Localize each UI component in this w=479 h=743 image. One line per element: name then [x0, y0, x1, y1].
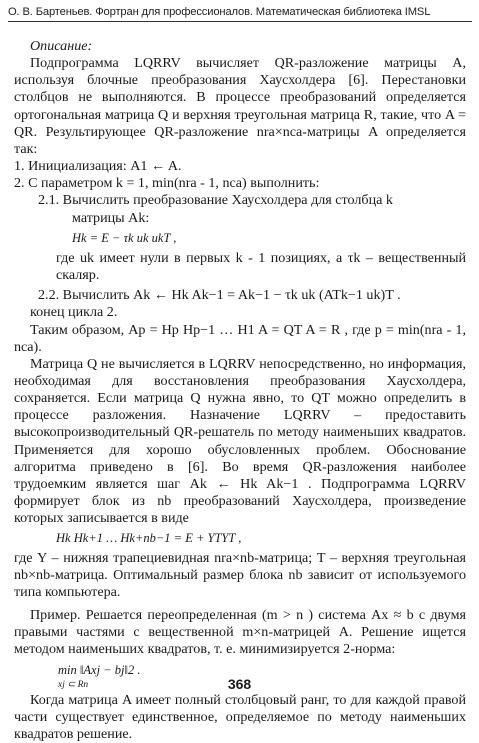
- paragraph-description: Подпрограмма LQRRV вычисляет QR-разложение матрицы A, используя блочные преобразования Хаусхолдера [6]. Перестановки столбцов не выполняются. В процессе преобразований определяется ортогональная матрица Q и верхняя треугольная матрица R, такие, что A = QR. Результирующее QR-разложение nra×nca-матрицы A определяется так:: [14, 55, 466, 157]
- paragraph-full-rank: Когда матрица A имеет полный столбцовый ранг, то для каждой правой части существует единственное, определяемое по методу наименьших квадратов решение.: [14, 691, 466, 742]
- section-title: Описание:: [30, 38, 93, 54]
- formula-min-subscript: xj ⊂ Rn: [58, 679, 89, 690]
- step-2-1: 2.1. Вычислить преобразование Хаусхолдера для столбца k: [38, 192, 393, 209]
- step-2: 2. С параметром k = 1, min(nra - 1, nca) выполнить:: [14, 175, 320, 192]
- running-title: О. В. Бартеньев. Фортран для профессионалов. Математическая библиотека IMSL: [8, 6, 431, 18]
- end-cycle: конец цикла 2.: [30, 304, 118, 321]
- header-rule: [8, 21, 472, 22]
- page-body: [14, 38, 466, 743]
- page-number: 368: [227, 676, 252, 692]
- paragraph-example: Пример. Решается переопределенная (m > n ) система Ax ≈ b с двумя правыми частями с вещественной m×n-матрицей A. Решение ищется методом наименьших квадратов, т. е. минимизируется 2-норма:: [14, 607, 466, 658]
- formula-min-main: min ‖Axj − bj‖2 .: [58, 663, 141, 678]
- step-2-2: 2.2. Вычислить Ak ← Hk Ak−1 = Ak−1 − τk uk (ATk−1 uk)T .: [38, 287, 401, 304]
- paragraph-q-matrix: Матрица Q не вычисляется в LQRRV непосредственно, но информация, необходимая для восстановления преобразования Хаусхолдера, сохраняется. Если матрица Q нужна явно, то QT можно определить в процессе разложения. Назначение LQRRV – предоставить высокопроизводительный QR-решатель по методу наименьших квадратов. Применяется для хорошо обусловленных проблем. Обоснование алгоритма приведено в [6]. Во время QR-разложения наиболее трудоемким является шаг Ak ← Hk Ak−1 . Подпрограмма LQRRV формирует блок из nb преобразований Хаусхолдера, произведение которых записывается в виде: [14, 355, 466, 527]
- paragraph-y-t: где Y – нижняя трапециевидная nra×nb-матрица; T – верхняя треугольная nb×nb-матрица. Оптимальный размер блока nb зависит от используемого типа компьютера.: [14, 549, 466, 600]
- formula-block-product: Hk Hk+1 … Hk+nb−1 = E + YTYT ,: [56, 531, 242, 546]
- thus-line: Таким образом, Ap = Hp Hp−1 … H1 A = QT A = R , где p = min(nra - 1, nca).: [14, 321, 466, 355]
- running-header: [8, 6, 470, 18]
- step-2-1-matrix: матрицы Ak:: [72, 209, 150, 226]
- formula-householder: Hk = E − τk uk ukT ,: [72, 230, 177, 245]
- step-1: 1. Инициализация: A1 ← A.: [14, 158, 182, 175]
- step-2-1-note: где uk имеет нули в первых k - 1 позициях, а τk – вещественный скаляр.: [56, 249, 466, 284]
